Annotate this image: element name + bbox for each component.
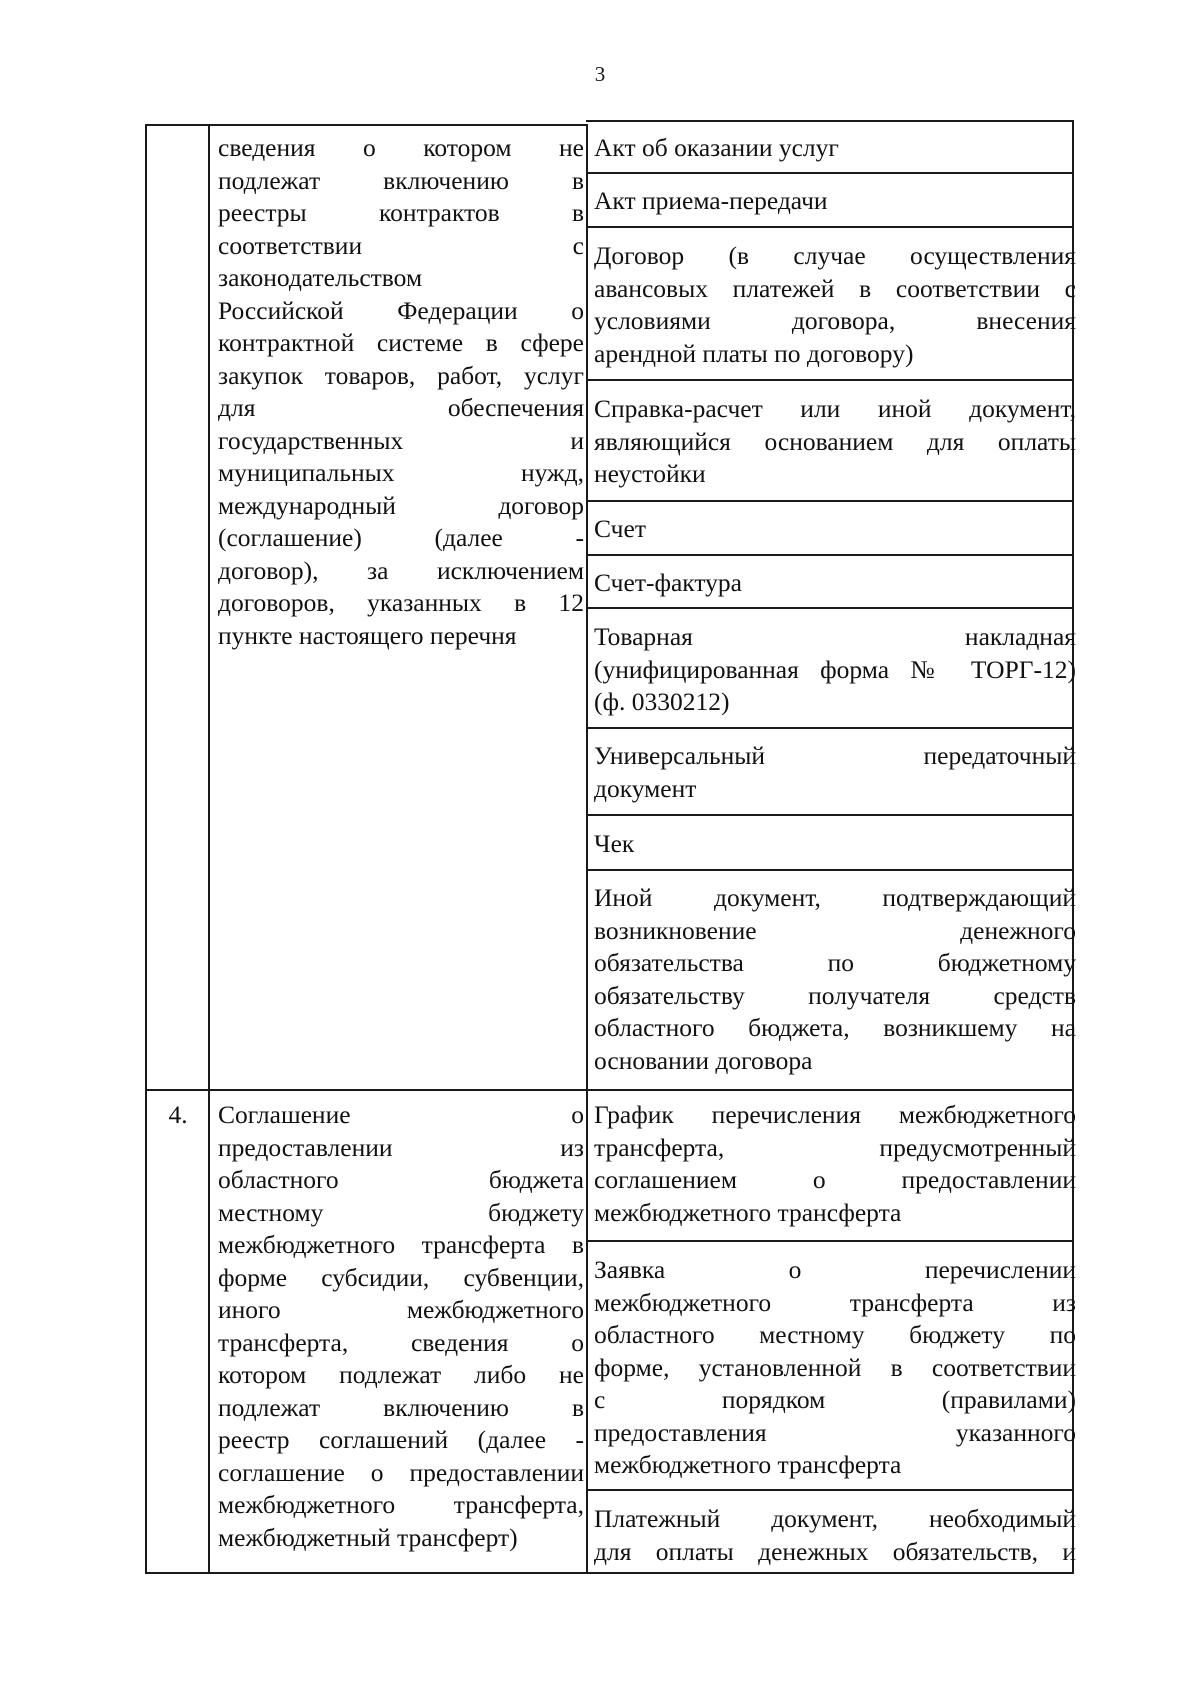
document-item [594,132,1076,165]
document-item [594,185,1076,218]
doc-separator [586,869,1074,871]
text-line: арендной платы по договору) [594,338,914,368]
text-line: контрактной системе в сфере [218,328,584,357]
text-line: соглашение о предоставлении [218,1457,584,1487]
text-line: форме, установленной в соответствии [594,1352,1076,1382]
text-line: Справка-расчет или иной документ, [594,394,1076,423]
text-line: документ [594,773,697,803]
text-line: пункте настоящего перечня [218,620,517,650]
doc-separator [586,1240,1074,1242]
document-item [594,1254,1076,1482]
page-number: 3 [594,62,606,86]
text-line: местному бюджету [218,1197,584,1227]
text-line: трансферта, сведения о [218,1327,584,1357]
document-item [594,828,1076,861]
text-line: иного межбюджетного [218,1295,584,1324]
text-line: межбюджетный трансферт) [218,1522,518,1552]
table-border-bottom [145,1572,1074,1574]
doc-separator [586,727,1074,729]
text-line: реестр соглашений (далее - [218,1425,584,1454]
text-line: подлежат включению в [218,1392,584,1422]
row-description [218,1099,584,1554]
text-line: неустойки [594,459,706,488]
text-line: с порядком (правилами) [594,1385,1076,1414]
text-line: основании договора [594,1045,813,1075]
text-line: для оплаты денежных обязательств, и [594,1536,1076,1566]
text-line: областного бюджета [218,1165,584,1194]
text-line: (ф. 0330212) [594,687,730,716]
text-line: Универсальный передаточный [594,741,1076,770]
text-line: международный договор [218,490,584,520]
text-line: межбюджетного трансферта [594,1197,902,1227]
text-line: межбюджетного трансферта [594,1450,902,1479]
table-border-col2 [586,124,588,1572]
text-line: предоставлении из [218,1132,584,1162]
text-line: законодательством [218,263,423,292]
text-line: (унифицированная форма № ТОРГ-12) [594,654,1076,684]
text-line: Акт об оказании услуг [594,133,839,162]
text-line: возникновение денежного [594,915,1076,945]
text-line: муниципальных нужд, [218,458,584,487]
doc-separator [586,172,1074,174]
text-line: условиями договора, внесения [594,306,1076,335]
document-item [594,740,1076,805]
text-line: обязательства по бюджетному [594,948,1076,977]
text-line: авансовых платежей в соответствии с [594,273,1076,303]
doc-separator [586,1489,1074,1491]
text-line: областного бюджета, возникшему на [594,1013,1076,1042]
text-line: обязательству получателя средств [594,980,1076,1010]
text-line: для обеспечения [218,393,584,422]
document-item [594,1099,1076,1229]
text-line: подлежат включению в [218,165,584,195]
text-line: Платежный документ, необходимый [594,1504,1076,1533]
text-line: договор), за исключением [218,555,584,585]
document-item [594,621,1076,719]
doc-separator [586,226,1074,228]
text-line: котором подлежат либо не [218,1360,584,1389]
doc-separator [586,554,1074,556]
doc-separator [586,607,1074,609]
table-border-left [145,124,147,1572]
document-item [594,240,1076,370]
text-line: предоставления указанного [594,1417,1076,1447]
text-line: форме субсидии, субвенции, [218,1262,584,1292]
text-line: договоров, указанных в 12 [218,588,584,617]
text-line: сведения о котором не [218,133,584,162]
text-line: трансферта, предусмотренный [594,1132,1076,1162]
text-line: Счет [594,514,646,543]
row-number: 4. [168,1100,188,1129]
text-line: являющийся основанием для оплаты [594,426,1076,456]
text-line: Товарная накладная [594,622,1076,651]
table-border-col1 [208,124,210,1572]
doc-separator [586,379,1074,381]
row-description [218,132,584,652]
text-line: Счет-фактура [594,568,742,597]
document-item [594,1503,1076,1568]
text-line: государственных и [218,425,584,455]
document-item [594,513,1076,546]
text-line: Договор (в случае осуществления [594,241,1076,270]
text-line: областного местному бюджету по [594,1320,1076,1349]
text-line: Иной документ, подтверждающий [594,883,1076,912]
text-line: Чек [594,829,635,858]
text-line: закупок товаров, работ, услуг [218,360,584,390]
text-line: График перечисления межбюджетного [594,1100,1076,1129]
text-line: Заявка о перечислении [594,1255,1076,1284]
document-item [594,882,1076,1077]
text-line: реестры контрактов в [218,198,584,227]
text-line: соглашением о предоставлении [594,1165,1076,1194]
table-border-top-right [586,120,1074,122]
text-line: межбюджетного трансферта из [594,1287,1076,1317]
text-line: Соглашение о [218,1100,584,1129]
text-line: (соглашение) (далее - [218,523,584,552]
doc-separator [586,814,1074,816]
document-item [594,393,1076,491]
doc-separator [586,500,1074,502]
text-line: Российской Федерации о [218,295,584,325]
text-line: Акт приема-передачи [594,186,828,215]
document-item [594,567,1076,600]
row-divider [145,1089,1074,1091]
text-line: межбюджетного трансферта, [218,1490,584,1519]
text-line: соответствии с [218,230,584,260]
text-line: межбюджетного трансферта в [218,1230,584,1259]
table-border-top [145,124,587,126]
